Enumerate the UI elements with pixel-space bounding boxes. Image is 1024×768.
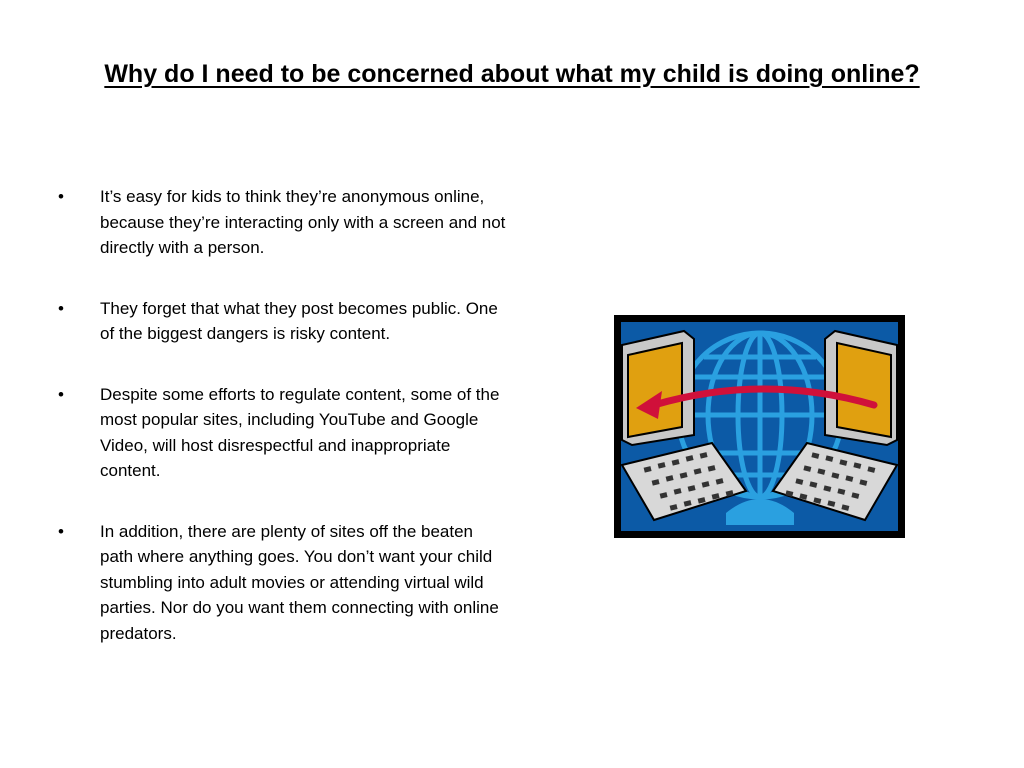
bullet-text: They forget that what they post becomes public. One of the biggest dangers is risky content. xyxy=(100,298,498,343)
bullet-item xyxy=(58,184,508,261)
bullet-item xyxy=(58,382,508,484)
bullet-list xyxy=(58,184,508,681)
bullet-marker: • xyxy=(58,298,64,318)
bullet-marker: • xyxy=(58,521,64,541)
bullet-text: Despite some efforts to regulate content, some of the most popular sites, including YouTube and Google Video, will host disrespectful and inappropriate content. xyxy=(100,384,500,480)
bullet-item xyxy=(58,296,508,347)
bullet-marker: • xyxy=(58,384,64,404)
bullet-marker: • xyxy=(58,187,64,206)
slide-title: Why do I need to be concerned about what my child is doing online? xyxy=(104,60,920,88)
bullet-text: In addition, there are plenty of sites off the beaten path where anything goes. You don’t want your child stumbling into adult movies or attending virtual wild parties. Nor do you want them connecting with online predators. xyxy=(100,521,499,643)
bullet-text: It’s easy for kids to think they’re anonymous online, because they’re interacting only with a screen and not directly with a person. xyxy=(100,187,506,257)
two-computers-globe-icon xyxy=(614,315,905,538)
bullet-item xyxy=(58,519,508,647)
